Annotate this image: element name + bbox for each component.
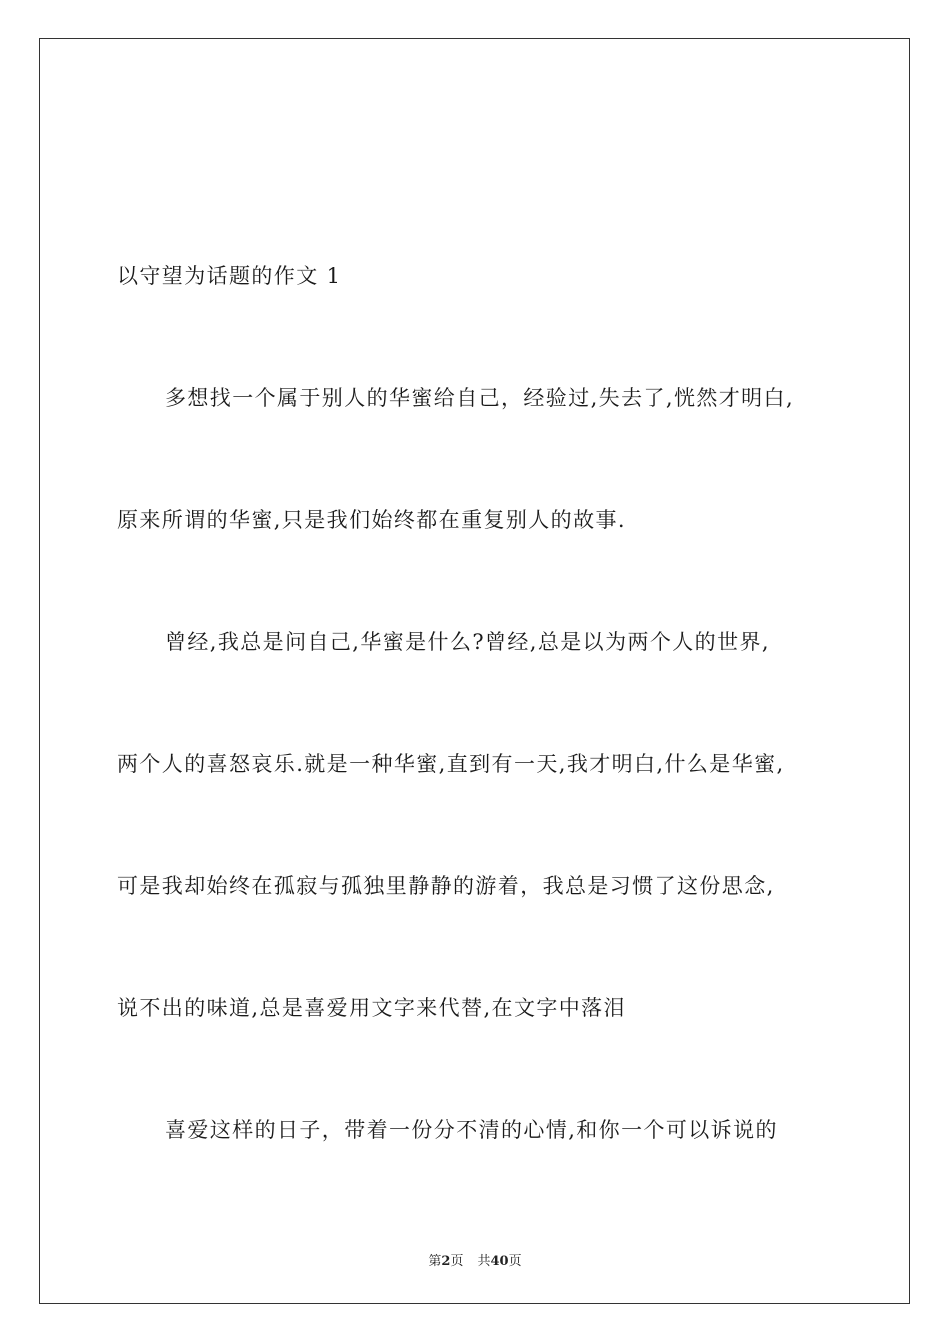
page-number: 2 (441, 1254, 451, 1269)
page-border (39, 38, 910, 1304)
paragraph-line-3: 曾经,我总是问自己,华蜜是什么?曾经,总是以为两个人的世界, (165, 630, 770, 654)
paragraph-line-4: 两个人的喜怒哀乐.就是一种华蜜,直到有一天,我才明白,什么是华蜜, (117, 752, 785, 776)
document-title: 以守望为话题的作文 1 (117, 264, 342, 288)
total-prefix: 共 (477, 1254, 491, 1269)
paragraph-line-7: 喜爱这样的日子，带着一份分不清的心情,和你一个可以诉说的 (165, 1118, 778, 1142)
paragraph-line-6: 说不出的味道,总是喜爱用文字来代替,在文字中落泪 (117, 996, 626, 1020)
page-footer (0, 1250, 950, 1269)
total-pages: 40 (490, 1254, 509, 1269)
paragraph-line-5: 可是我却始终在孤寂与孤独里静静的游着，我总是习惯了这份思念, (117, 874, 775, 898)
paragraph-line-1: 多想找一个属于别人的华蜜给自己，经验过,失去了,恍然才明白, (165, 386, 795, 410)
total-suffix: 页 (508, 1254, 522, 1269)
page-suffix: 页 (450, 1254, 464, 1269)
page-prefix: 第 (428, 1254, 442, 1269)
paragraph-line-2: 原来所谓的华蜜,只是我们始终都在重复别人的故事. (117, 508, 626, 532)
